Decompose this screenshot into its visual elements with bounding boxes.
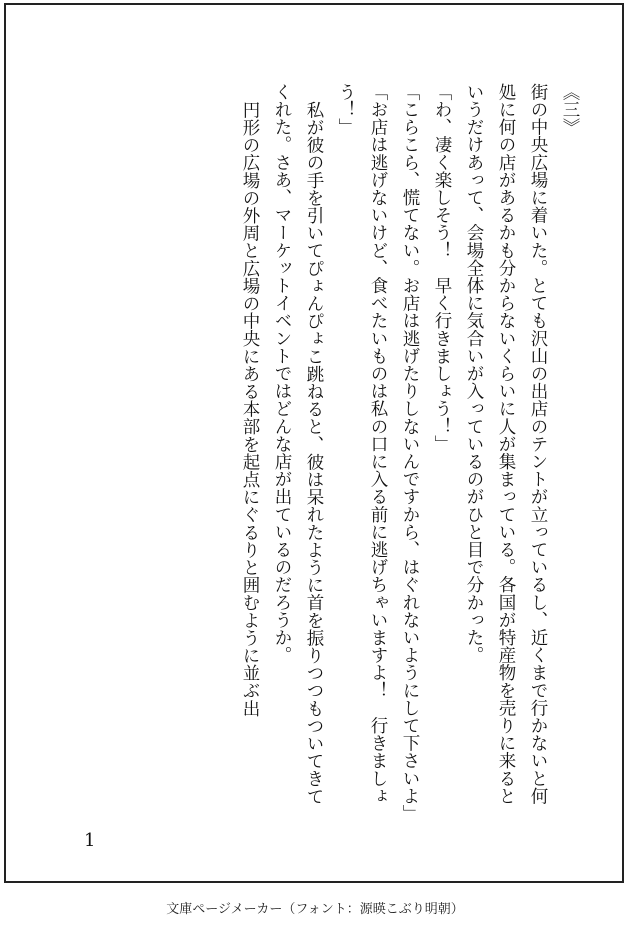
page-frame [4, 3, 624, 883]
chapter-heading: 《三》 [560, 83, 580, 136]
page-number: 1 [84, 830, 96, 851]
paragraph-1: 街の中央広場に着いた。とても沢山の出店のテントが立っているし、近くまで行かないと何処に何の店があるかも分からないくらいに人が集まっている。各国が特産物を売りに来るというだけあって、会場全体に気合いが入っているのがひと目で分かった。 [464, 83, 548, 805]
paragraph-2: 私が彼の手を引いてぴょんぴょこ跳ねると、彼は呆れたように首を振りつつもついてきてくれた。さあ、マーケットイベントではどんな店が出ているのだろうか。 [272, 83, 324, 805]
dialogue-2: 「こらこら、慌てない。お店は逃げたりしないんですから、はぐれないようにして下さいよ」 [400, 83, 420, 823]
vertical-text-block [234, 83, 586, 823]
dialogue-1: 「わ、凄く楽しそう！ 早く行きましょう！」 [432, 83, 452, 453]
dialogue-3: 「お店は逃げないけど、食べたいものは私の口に入る前に逃げちゃいますよ！ 行きましょう！」 [336, 83, 388, 805]
footer-credit: 文庫ページメーカー（フォント：源暎こぶり明朝） [166, 902, 464, 917]
paragraph-3: 円形の広場の外周と広場の中央にある本部を起点にぐるりと囲むように並ぶ出 [240, 100, 260, 717]
